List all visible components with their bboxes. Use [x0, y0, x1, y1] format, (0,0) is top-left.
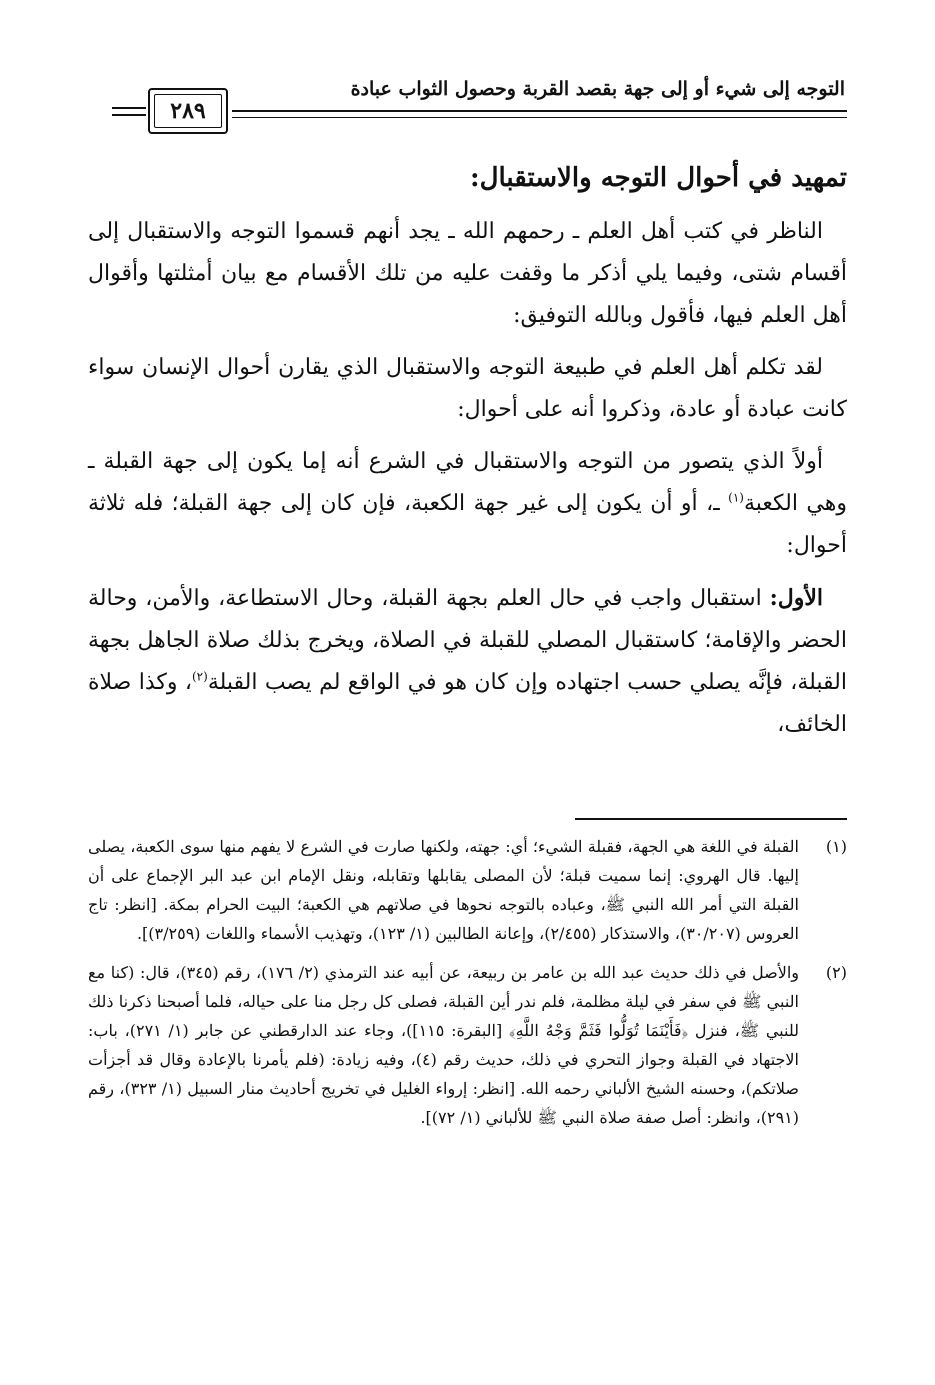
- section-heading: تمهيد في أحوال التوجه والاستقبال:: [470, 163, 847, 193]
- paragraph-obligatory: [88, 577, 847, 746]
- footnote-number: (١): [825, 837, 847, 856]
- paragraph-intro: الناظر في كتب أهل العلم ـ رحمهم الله ـ يجد أنهم قسموا التوجه والاستقبال إلى أقسام شتى، وفيما يلي أذكر ما وقفت عليه من تلك الأقسام مع بيان أمثلتها وأقوال أهل العلم فيها، فأقول وبالله التوفيق:: [88, 219, 847, 328]
- main-text: [88, 155, 847, 756]
- badge-rule-bottom: [112, 114, 146, 116]
- footnote-text: القبلة في اللغة هي الجهة، فقبلة الشيء؛ أي: جهته، ولكنها صارت في الشرع لا يفهم منها سوى الكعبة، يصلى إليها. قال الهروي: إنما سميت قبلة؛ لأن المصلى يقابلها وتقابله، ونقل الإمام ابن عبد البر الإجماع على أن القبلة التي أمر الله النبي ﷺ، وعباده بالتوجه نحوها في صلاتهم هي الكعبة؛ البيت الحرام بمكة. [انظر: تاج العروس (٣٠/٢٠٧)، والاستذكار (٢/٤٥٥)، وإعانة الطالبين (١/ ١٢٣)، وتهذيب الأسماء واللغات (٣/٢٥٩)].: [88, 837, 799, 943]
- badge-rule-top: [112, 107, 146, 109]
- footnote-ref-2[interactable]: (٢): [191, 669, 208, 684]
- paragraph-text: استقبال واجب في حال العلم بجهة القبلة، وحال الاستطاعة، والأمن، وحالة الحضر والإقامة؛ كاستقبال المصلي للقبلة في الصلاة، ويخرج بذلك صلاة الجاهل بجهة القبلة، فإنَّه يصلي حسب اجتهاده وإن كان هو في الواقع لم يصب القبلة: [88, 586, 847, 695]
- page-number: ٢٨٩: [170, 98, 206, 124]
- header-rule-thin: [232, 117, 847, 118]
- footnote-ref-1[interactable]: (١): [728, 490, 744, 505]
- footnote-text: والأصل في ذلك حديث عبد الله بن عامر بن ربيعة، عن أبيه عند الترمذي (٢/ ١٧٦)، رقم (٣٤٥)، قال: (كنا مع النبي ﷺ في سفر في ليلة مظلمة، فلم ندر أين القبلة، فصلى كل رجل منا على حياله، فلما أصبحنا ذكرنا ذلك للنبي ﷺ، فنزل ﴿فَأَيْنَمَا تُوَلُّوا فَثَمَّ وَجْهُ اللَّهِ﴾ [البقرة: ١١٥])، وجاء عند الدارقطني عن جابر (١/ ٢٧١)، باب: الاجتهاد في القبلة وجواز التحري في ذلك، حديث رقم (٤)، وفيه زيادة: (فلم يأمرنا بالإعادة وقال قد أجزأت صلاتكم)، وحسنه الشيخ الألباني رحمه الله. [انظر: إرواء الغليل في تخريج أحاديث منار السبيل (١/ ٣٢٣)، رقم (٢٩١)، وانظر: أصل صفة صلاة النبي ﷺ للألباني (١/ ٧٢)].: [88, 963, 800, 1127]
- paragraph-first: [88, 441, 847, 567]
- footnote-number: (٢): [825, 963, 847, 982]
- page-number-badge: [148, 88, 228, 134]
- paragraph-lead: الأول:: [769, 585, 823, 611]
- paragraph-text: ، وكذا صلاة الخائف،: [88, 670, 847, 737]
- footnote-separator: [575, 818, 847, 820]
- paragraph-text: ـ، أو أن يكون إلى غير جهة الكعبة، فإن كان إلى جهة القبلة؛ فله ثلاثة أحوال:: [88, 491, 847, 558]
- running-title: التوجه إلى شيء أو إلى جهة بقصد القربة وحصول الثواب عبادة: [350, 78, 845, 100]
- footnotes: [88, 832, 847, 1142]
- paragraph-text: أولاً الذي يتصور من التوجه والاستقبال في الشرع أنه إما يكون إلى جهة القبلة ـ وهي الكعبة: [88, 449, 847, 516]
- header-rule: [232, 110, 847, 112]
- footnote-item: [88, 832, 847, 948]
- footnote-item: [88, 958, 847, 1132]
- paragraph-states: لقد تكلم أهل العلم في طبيعة التوجه والاستقبال الذي يقارن أحوال الإنسان سواء كانت عبادة أو عادة، وذكروا أنه على أحوال:: [88, 355, 847, 422]
